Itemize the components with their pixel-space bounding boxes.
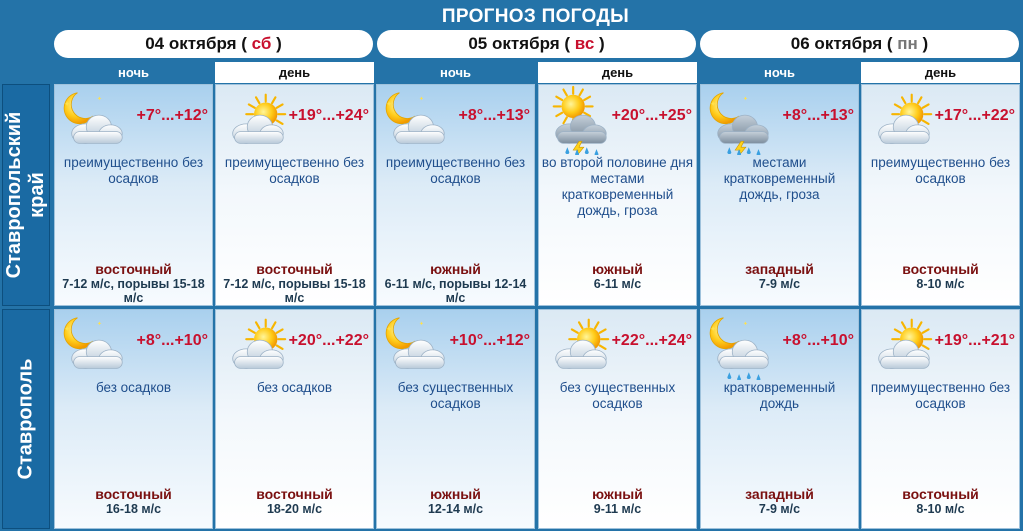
period-header-1: ночь [54, 62, 213, 83]
forecast-cell [376, 84, 535, 306]
period-header-2: день [215, 62, 374, 83]
day-weekday: сб [251, 34, 272, 53]
svg-text:✦: ✦ [418, 321, 424, 328]
day-bracket: ) [271, 34, 282, 53]
moon-cloud-icon [55, 85, 135, 155]
wind-direction: восточный [256, 261, 333, 277]
temperature-range: +8°...+13° [458, 107, 530, 124]
temperature-range: +8°...+13° [782, 107, 854, 124]
region-name: Ставрополь [14, 358, 37, 480]
condition-text: преимущественно без осадков [63, 155, 204, 186]
temperature-range: +19°...+24° [288, 107, 369, 124]
moon-cloud-icon [377, 310, 457, 380]
period-header-5: ночь [700, 62, 859, 83]
wind-speed: 16-18 м/с [105, 502, 162, 516]
wind-speed: 8-10 м/с [916, 277, 965, 291]
svg-text:✦: ✦ [418, 96, 424, 103]
day-date: 04 октября ( [145, 34, 252, 53]
wind-direction: восточный [95, 261, 172, 277]
moon-cloud-icon [55, 310, 135, 380]
wind-direction: южный [592, 486, 643, 502]
region-label-2 [2, 309, 50, 529]
sun-cloud-icon [539, 310, 619, 380]
wind-direction: восточный [256, 486, 333, 502]
forecast-cell [54, 309, 213, 529]
period-header-3: ночь [376, 62, 535, 83]
moon-thunderstorm-icon [701, 85, 781, 155]
sun-cloud-icon [862, 310, 942, 380]
condition-text: преимущественно без осадков [870, 155, 1011, 186]
day-date: 06 октября ( [790, 34, 898, 53]
period-header-4: день [538, 62, 697, 83]
temperature-range: +8°...+10° [136, 332, 208, 349]
condition-text: преимущественно без осадков [385, 155, 526, 186]
wind-direction: южный [430, 261, 481, 277]
svg-text:✦: ✦ [709, 324, 717, 334]
svg-text:✦: ✦ [385, 99, 393, 109]
wind-speed: 9-11 м/с [593, 502, 642, 516]
sun-cloud-icon [216, 85, 296, 155]
condition-text: преимущественно без осадков [224, 155, 365, 186]
region-label-1 [2, 84, 50, 306]
wind-direction: восточный [95, 486, 172, 502]
wind-speed: 6-11 м/с, порывы 12-14 м/с [384, 277, 527, 305]
wind-speed: 6-11 м/с [593, 277, 642, 291]
period-header-6: день [861, 62, 1020, 83]
svg-text:✦: ✦ [96, 96, 102, 103]
day-weekday: вс [574, 34, 595, 53]
svg-text:✦: ✦ [63, 99, 71, 109]
svg-text:✦: ✦ [742, 96, 748, 103]
page-title: ПРОГНОЗ ПОГОДЫ [441, 6, 630, 27]
moon-rain-icon [701, 310, 781, 380]
forecast-cell [538, 84, 697, 306]
temperature-range: +8°...+10° [782, 332, 854, 349]
day-date: 05 октября ( [468, 34, 575, 53]
svg-text:✦: ✦ [385, 324, 393, 334]
svg-text:✦: ✦ [709, 99, 717, 109]
forecast-cell [700, 84, 859, 306]
wind-direction: западный [745, 261, 814, 277]
day-header-3 [700, 30, 1019, 58]
condition-text: местами кратковременный дождь, гроза [723, 155, 836, 202]
day-bracket: ) [917, 34, 929, 53]
wind-speed: 12-14 м/с [427, 502, 484, 516]
moon-cloud-icon [377, 85, 457, 155]
sun-thunderstorm-icon [539, 85, 619, 155]
forecast-cell [54, 84, 213, 306]
wind-direction: южный [430, 486, 481, 502]
temperature-range: +17°...+22° [934, 107, 1015, 124]
temperature-range: +20°...+25° [611, 107, 692, 124]
condition-text: преимущественно без осадков [870, 380, 1011, 411]
region-name: Ставропольский край [3, 111, 48, 279]
wind-direction: восточный [902, 486, 979, 502]
condition-text: без существенных осадков [397, 380, 514, 411]
day-header-1 [54, 30, 373, 58]
forecast-cell [700, 309, 859, 529]
wind-speed: 7-9 м/с [758, 277, 801, 291]
day-header-2 [377, 30, 696, 58]
temperature-range: +10°...+12° [449, 332, 530, 349]
temperature-range: +7°...+12° [136, 107, 208, 124]
condition-text: без осадков [256, 380, 333, 395]
day-bracket: ) [594, 34, 605, 53]
wind-direction: западный [745, 486, 814, 502]
wind-speed: 7-12 м/с, порывы 15-18 м/с [62, 277, 205, 305]
wind-speed: 7-12 м/с, порывы 15-18 м/с [223, 277, 366, 305]
sun-cloud-icon [216, 310, 296, 380]
wind-speed: 18-20 м/с [266, 502, 323, 516]
forecast-cell [861, 309, 1020, 529]
svg-text:✦: ✦ [742, 321, 748, 328]
condition-text: кратковременный дождь [723, 380, 836, 411]
svg-text:✦: ✦ [96, 321, 102, 328]
forecast-cell [376, 309, 535, 529]
svg-text:✦: ✦ [63, 324, 71, 334]
wind-speed: 7-9 м/с [758, 502, 801, 516]
sun-cloud-icon [862, 85, 942, 155]
forecast-cell [538, 309, 697, 529]
forecast-cell [861, 84, 1020, 306]
condition-text: во второй половине дня местами кратковременный дождь, гроза [541, 155, 694, 218]
temperature-range: +19°...+21° [934, 332, 1015, 349]
forecast-cell [215, 309, 374, 529]
condition-text: без осадков [95, 380, 172, 395]
wind-direction: южный [592, 261, 643, 277]
temperature-range: +22°...+24° [611, 332, 692, 349]
temperature-range: +20°...+22° [288, 332, 369, 349]
wind-speed: 8-10 м/с [916, 502, 965, 516]
wind-direction: восточный [902, 261, 979, 277]
day-weekday: пн [897, 34, 918, 53]
condition-text: без существенных осадков [559, 380, 676, 411]
forecast-cell [215, 84, 374, 306]
